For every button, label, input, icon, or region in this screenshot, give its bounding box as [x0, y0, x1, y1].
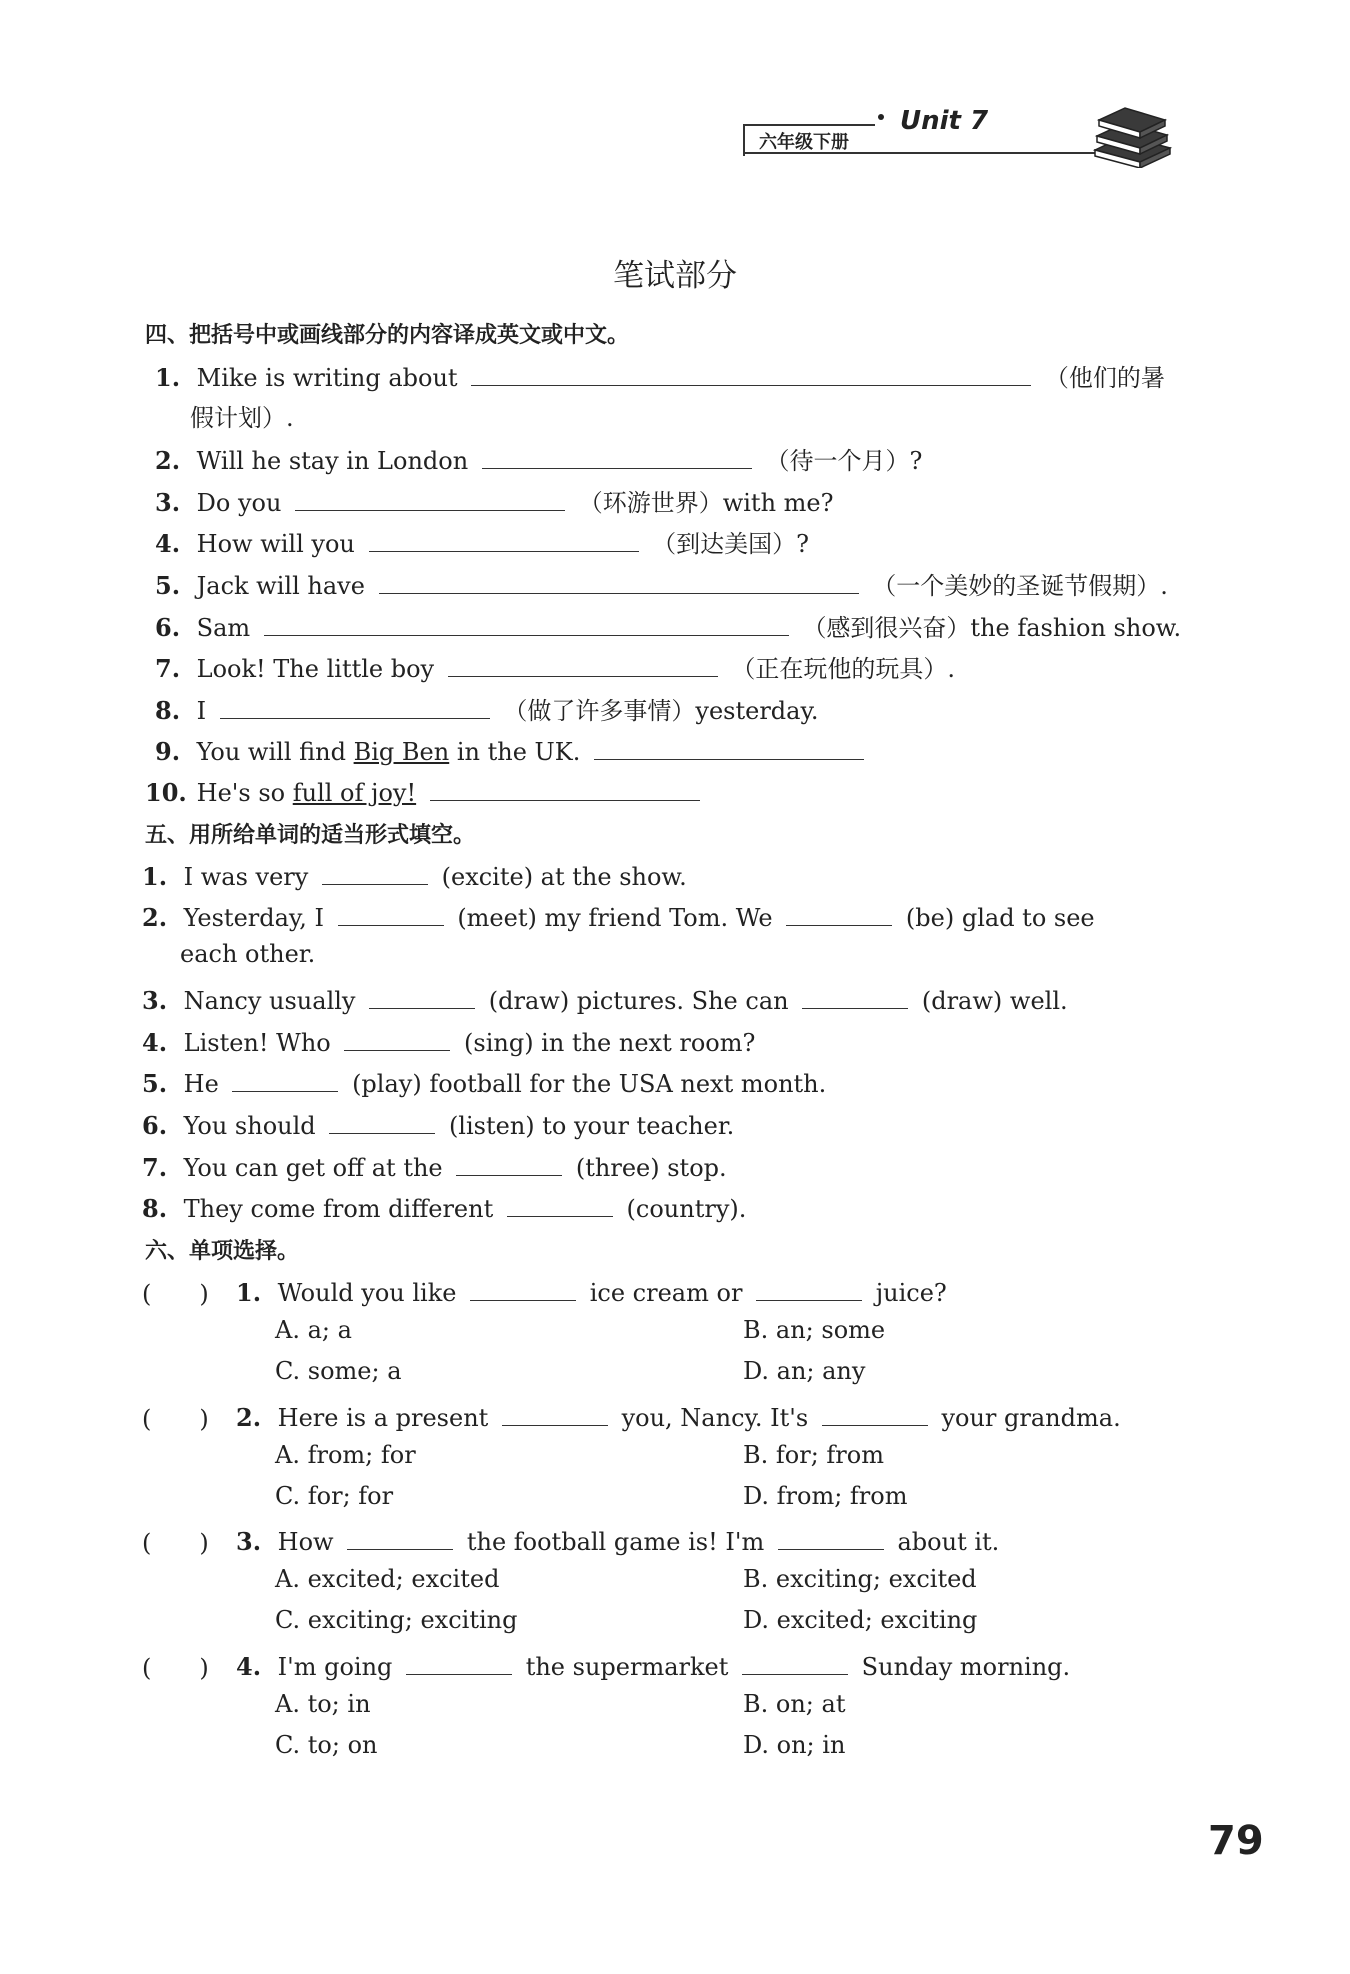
- part4-item-4: [155, 524, 809, 559]
- part4-item-9: [155, 733, 870, 766]
- part4-item-5: [155, 566, 1168, 601]
- answer-blank[interactable]: [322, 858, 428, 885]
- unit-label: Unit 7: [900, 106, 989, 136]
- option-a[interactable]: A. excited; excited: [275, 1565, 500, 1593]
- option-a[interactable]: A. a; a: [275, 1316, 352, 1344]
- item-text: How will you: [196, 530, 355, 558]
- item-text: He's so: [196, 779, 286, 807]
- answer-blank[interactable]: [594, 733, 864, 760]
- part5-heading: 五、用所给单词的适当形式填空。: [145, 823, 476, 848]
- answer-bracket[interactable]: ( ): [142, 1280, 209, 1308]
- part5-item-8: [142, 1190, 746, 1223]
- item-text: ice cream or: [589, 1279, 743, 1307]
- answer-blank[interactable]: [329, 1107, 435, 1134]
- item-number: 6.: [142, 1111, 168, 1140]
- item-number: 3.: [236, 1527, 262, 1556]
- part4-item-6: [155, 608, 1181, 643]
- item-number: 3.: [142, 986, 168, 1015]
- answer-blank[interactable]: [470, 1274, 576, 1301]
- item-text: Listen! Who: [183, 1029, 331, 1057]
- item-text: Sam: [196, 614, 251, 642]
- option-d[interactable]: D. from; from: [743, 1482, 908, 1510]
- item-text: (play) football for the USA next month.: [352, 1070, 827, 1098]
- option-c[interactable]: C. some; a: [275, 1357, 402, 1385]
- item-text: Nancy usually: [183, 987, 356, 1015]
- item-hint: （一个美妙的圣诞节假期）.: [872, 572, 1168, 600]
- item-hint: （正在玩他的玩具）.: [731, 655, 956, 683]
- page-number: 79: [1208, 1818, 1264, 1864]
- item-text: You will find: [196, 738, 346, 766]
- item-number: 1.: [142, 862, 168, 891]
- item-hint: （待一个月）?: [765, 447, 923, 475]
- item-text: Do you: [196, 489, 282, 517]
- item-text: Mike is writing about: [196, 364, 458, 392]
- item-text: about it.: [897, 1528, 1000, 1556]
- item-number: 1.: [155, 363, 181, 392]
- item-text: You should: [183, 1112, 316, 1140]
- part5-item-6: [142, 1107, 734, 1140]
- item-text: the football game is! I'm: [466, 1528, 765, 1556]
- part4-item-3: [155, 483, 834, 518]
- answer-blank[interactable]: [471, 359, 1031, 386]
- answer-blank[interactable]: [406, 1648, 512, 1675]
- item-hint: （他们的暑: [1044, 364, 1165, 392]
- option-d[interactable]: D. on; in: [743, 1731, 846, 1759]
- item-text: Here is a present: [277, 1404, 489, 1432]
- item-text: your grandma.: [941, 1404, 1121, 1432]
- item-text: I was very: [183, 863, 309, 891]
- answer-blank[interactable]: [482, 442, 752, 469]
- part6-question-4: [236, 1648, 1070, 1681]
- option-d[interactable]: D. excited; exciting: [743, 1606, 978, 1634]
- option-a[interactable]: A. from; for: [275, 1441, 416, 1469]
- answer-blank[interactable]: [778, 1523, 884, 1550]
- answer-bracket[interactable]: ( ): [142, 1405, 209, 1433]
- part4-item-1: [155, 358, 1165, 393]
- item-number: 4.: [155, 529, 181, 558]
- option-a[interactable]: A. to; in: [275, 1690, 371, 1718]
- part5-item-3: [142, 982, 1068, 1015]
- item-number: 7.: [142, 1153, 168, 1182]
- option-c[interactable]: C. exciting; exciting: [275, 1606, 518, 1634]
- item-text: I'm going: [277, 1653, 393, 1681]
- item-text: You can get off at the: [183, 1154, 443, 1182]
- option-b[interactable]: B. an; some: [743, 1316, 886, 1344]
- item-number: 2.: [155, 446, 181, 475]
- answer-blank[interactable]: [379, 567, 859, 594]
- answer-blank[interactable]: [430, 774, 700, 801]
- item-number: 1.: [236, 1278, 262, 1307]
- answer-blank[interactable]: [786, 899, 892, 926]
- part4-item-10: [145, 774, 706, 807]
- item-text: Would you like: [277, 1279, 457, 1307]
- part5-item-1: [142, 858, 687, 891]
- item-number: 10.: [145, 778, 187, 807]
- item-text: juice?: [875, 1279, 947, 1307]
- answer-blank[interactable]: [295, 484, 565, 511]
- item-text: I: [196, 697, 207, 725]
- part4-item-1-cont: 假计划）.: [190, 404, 294, 432]
- item-text: (three) stop.: [575, 1154, 727, 1182]
- answer-blank[interactable]: [264, 609, 789, 636]
- books-icon: [1085, 98, 1175, 168]
- part5-item-2: [142, 899, 1095, 932]
- item-text: (draw) pictures. She can: [488, 987, 789, 1015]
- part5-item-2-cont: each other.: [180, 940, 316, 968]
- part6-question-3: [236, 1523, 999, 1556]
- underlined-phrase: full of joy!: [292, 779, 417, 807]
- answer-blank[interactable]: [507, 1190, 613, 1217]
- section-title: 笔试部分: [613, 258, 737, 294]
- item-text: He: [183, 1070, 219, 1098]
- item-number: 5.: [142, 1069, 168, 1098]
- item-text-post: in the UK.: [456, 738, 581, 766]
- item-text: (country).: [626, 1195, 747, 1223]
- item-number: 5.: [155, 571, 181, 600]
- part4-item-8: [155, 691, 818, 726]
- answer-blank[interactable]: [448, 650, 718, 677]
- item-text: Sunday morning.: [861, 1653, 1071, 1681]
- answer-blank[interactable]: [347, 1523, 453, 1550]
- part4-heading: 四、把括号中或画线部分的内容译成英文或中文。: [145, 323, 630, 348]
- item-hint: （感到很兴奋）the fashion show.: [802, 614, 1182, 642]
- item-text: Jack will have: [196, 572, 365, 600]
- part4-item-2: [155, 441, 922, 476]
- item-text: (meet) my friend Tom. We: [457, 904, 773, 932]
- part5-item-5: [142, 1065, 826, 1098]
- item-text: Will he stay in London: [196, 447, 469, 475]
- item-text: (draw) well.: [921, 987, 1068, 1015]
- option-b[interactable]: B. exciting; excited: [743, 1565, 977, 1593]
- item-number: 2.: [236, 1403, 262, 1432]
- item-number: 8.: [155, 696, 181, 725]
- item-text: Yesterday, I: [183, 904, 325, 932]
- option-c[interactable]: C. for; for: [275, 1482, 394, 1510]
- option-c[interactable]: C. to; on: [275, 1731, 378, 1759]
- answer-blank[interactable]: [802, 982, 908, 1009]
- answer-blank[interactable]: [502, 1399, 608, 1426]
- item-text: (be) glad to see: [905, 904, 1095, 932]
- answer-blank[interactable]: [456, 1149, 562, 1176]
- option-b[interactable]: B. for; from: [743, 1441, 884, 1469]
- option-d[interactable]: D. an; any: [743, 1357, 866, 1385]
- answer-blank[interactable]: [344, 1024, 450, 1051]
- answer-blank[interactable]: [369, 525, 639, 552]
- item-number: 9.: [155, 737, 181, 766]
- item-number: 4.: [142, 1028, 168, 1057]
- part6-heading: 六、单项选择。: [145, 1239, 300, 1264]
- item-text: (sing) in the next room?: [464, 1029, 756, 1057]
- item-number: 4.: [236, 1652, 262, 1681]
- page-header: [735, 100, 1175, 170]
- answer-bracket[interactable]: ( ): [142, 1529, 209, 1557]
- part5-item-7: [142, 1149, 727, 1182]
- grade-label: 六年级下册: [759, 132, 849, 153]
- item-number: 3.: [155, 488, 181, 517]
- item-hint: （到达美国）?: [652, 530, 810, 558]
- item-number: 2.: [142, 903, 168, 932]
- item-text: (excite) at the show.: [441, 863, 687, 891]
- underlined-phrase: Big Ben: [353, 738, 450, 766]
- item-text: Look! The little boy: [196, 655, 435, 683]
- answer-bracket[interactable]: ( ): [142, 1654, 209, 1682]
- item-hint: （环游世界）with me?: [578, 489, 834, 517]
- item-text: How: [277, 1528, 334, 1556]
- answer-blank[interactable]: [742, 1648, 848, 1675]
- header-dot: [878, 114, 884, 120]
- item-hint: （做了许多事情）yesterday.: [503, 697, 819, 725]
- item-number: 7.: [155, 654, 181, 683]
- item-text: (listen) to your teacher.: [448, 1112, 735, 1140]
- option-b[interactable]: B. on; at: [743, 1690, 846, 1718]
- item-number: 6.: [155, 613, 181, 642]
- item-text: the supermarket: [525, 1653, 729, 1681]
- answer-blank[interactable]: [822, 1399, 928, 1426]
- answer-blank[interactable]: [756, 1274, 862, 1301]
- item-text: you, Nancy. It's: [621, 1404, 809, 1432]
- answer-blank[interactable]: [232, 1065, 338, 1092]
- part5-item-4: [142, 1024, 755, 1057]
- part6-question-1: [236, 1274, 947, 1307]
- part6-question-2: [236, 1399, 1121, 1432]
- item-text: They come from different: [183, 1195, 494, 1223]
- item-number: 8.: [142, 1194, 168, 1223]
- answer-blank[interactable]: [220, 692, 490, 719]
- answer-blank[interactable]: [369, 982, 475, 1009]
- part4-item-7: [155, 649, 955, 684]
- answer-blank[interactable]: [338, 899, 444, 926]
